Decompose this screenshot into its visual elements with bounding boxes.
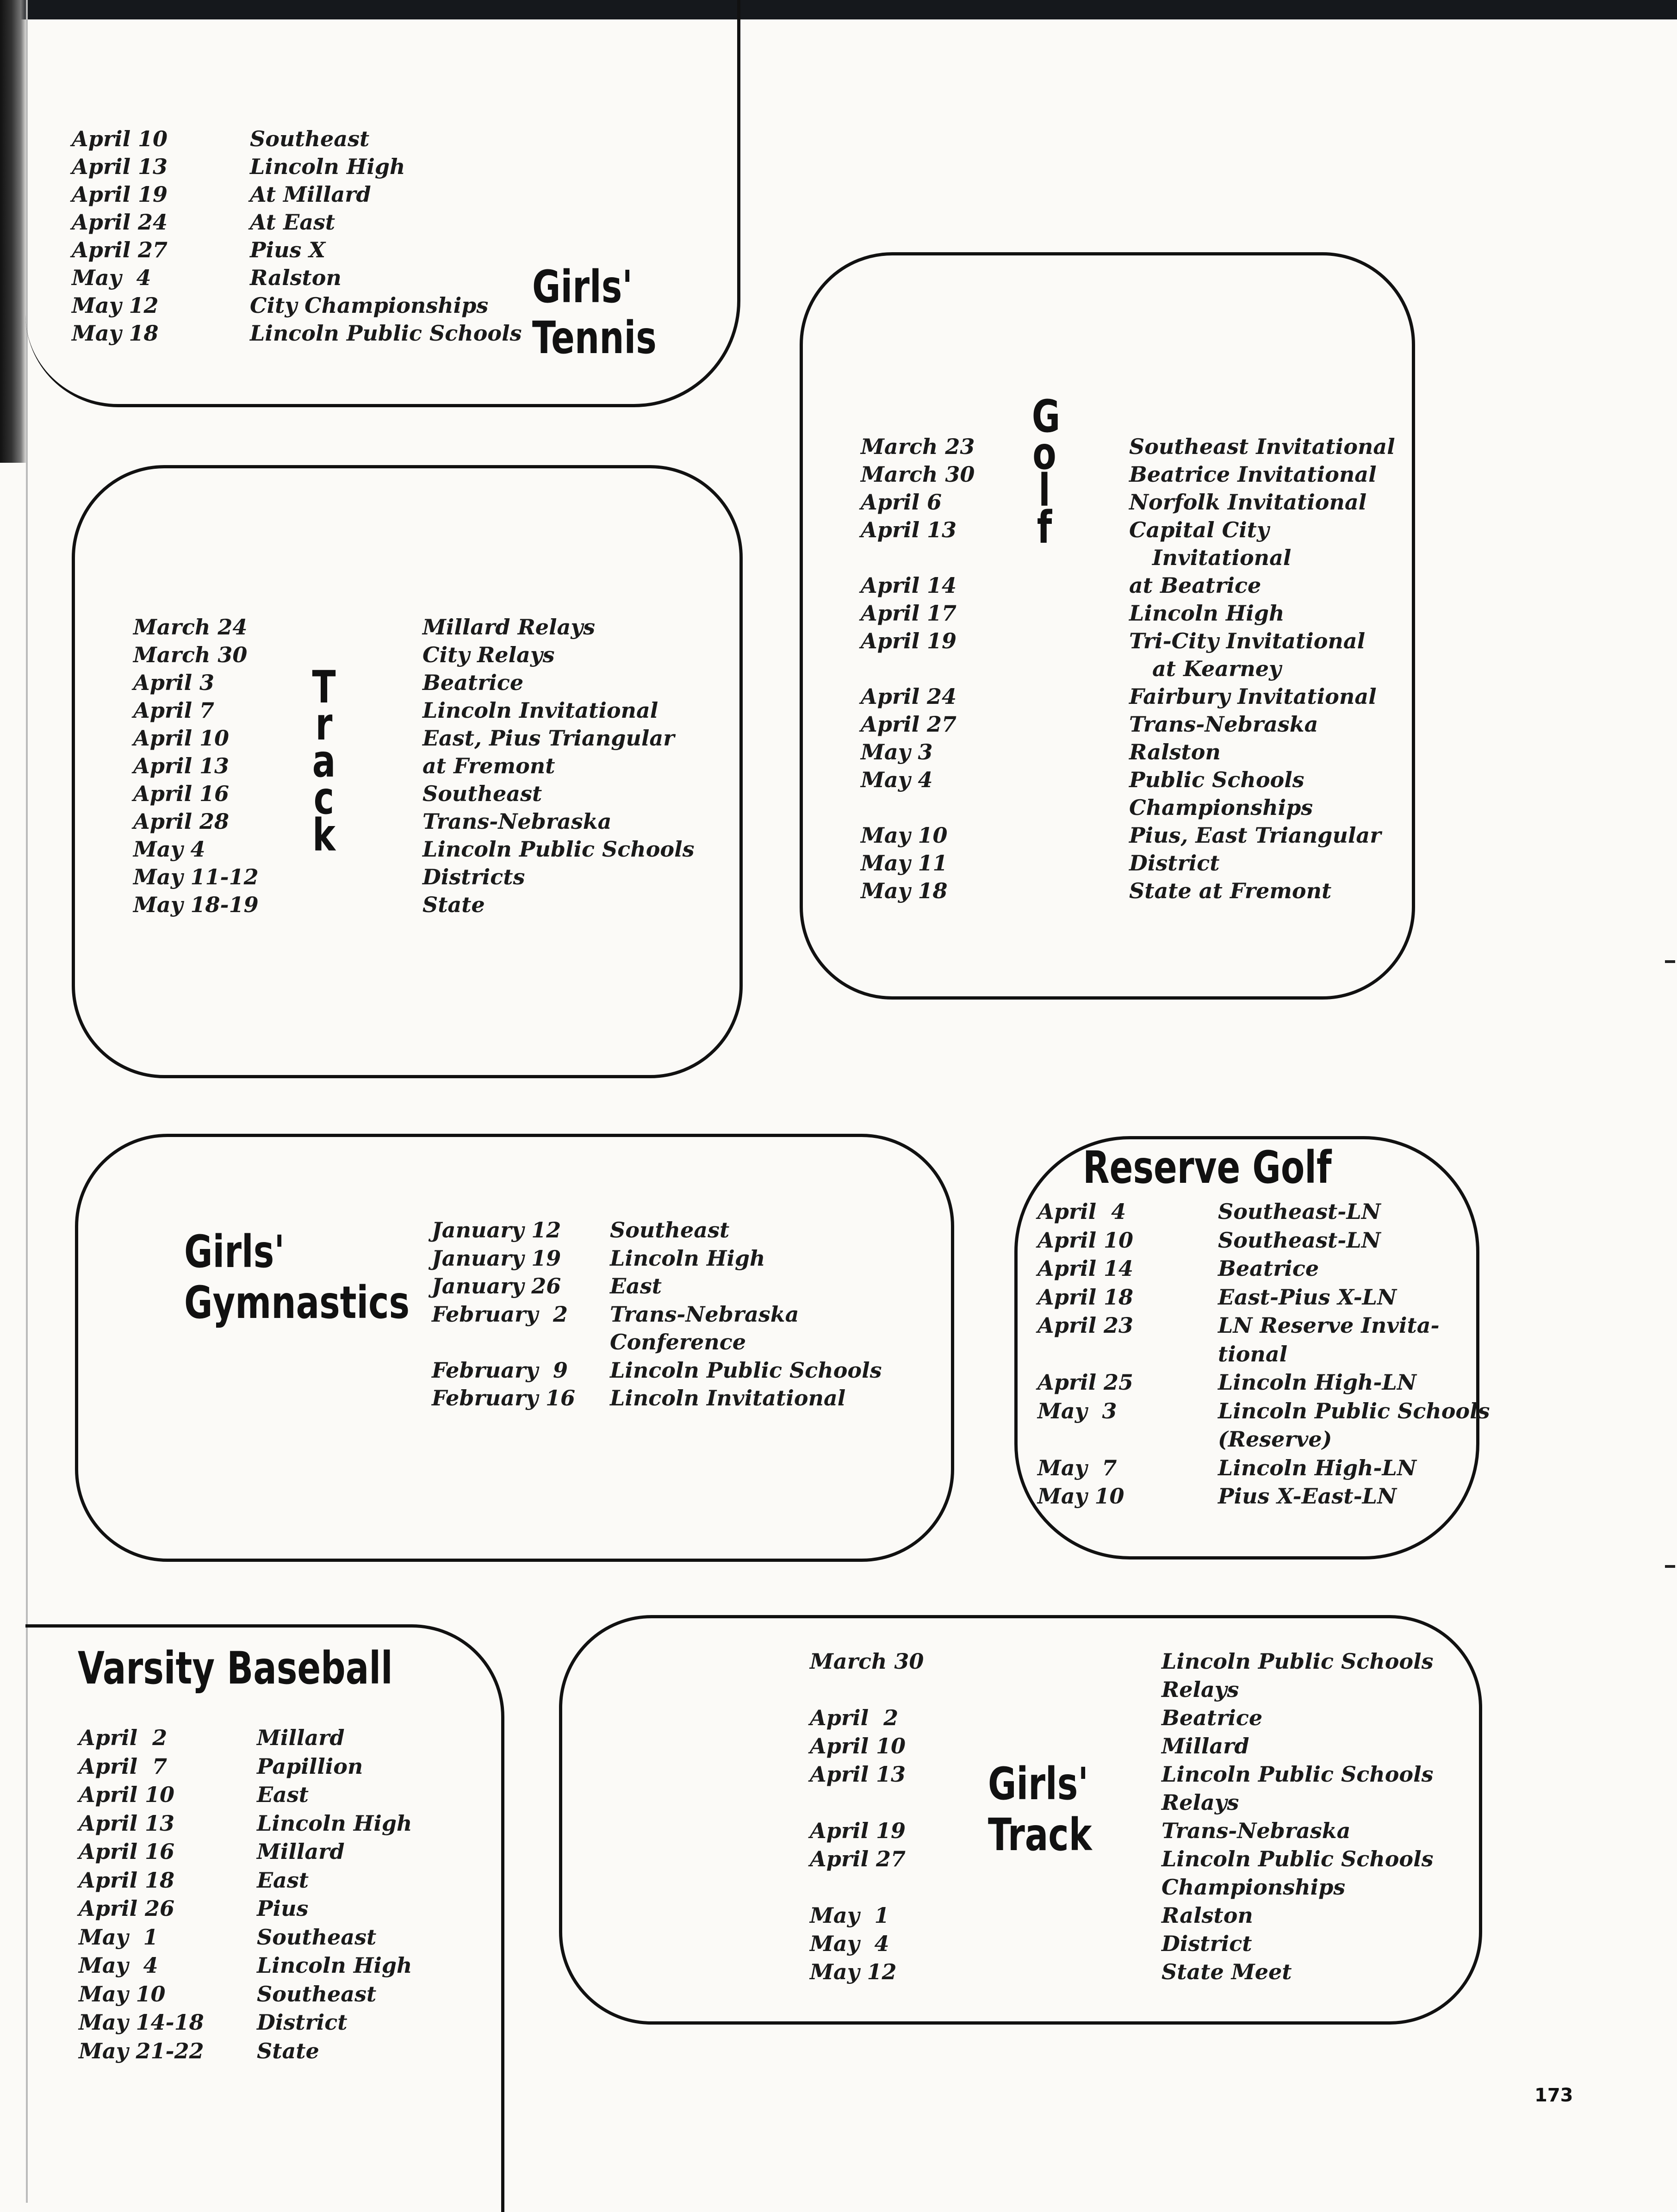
track-title: T r a c k [312,661,336,861]
schedule-date: January 26 [432,1274,561,1299]
schedule-event: District [257,2010,348,2035]
schedule-event: Lincoln Public Schools [422,837,695,862]
schedule-event: At Millard [250,182,371,207]
schedule-event: Millard [257,1839,345,1864]
schedule-date: April 7 [133,698,215,723]
schedule-event: Lincoln High [610,1245,765,1271]
schedule-date: May 18 [861,878,948,903]
schedule-event: Lincoln Public Schools [1218,1398,1490,1423]
schedule-date: April 13 [79,1810,175,1836]
schedule-event: tional [1218,1341,1288,1367]
schedule-event: Lincoln High [257,1953,412,1978]
schedule-event: Trans-Nebraska [610,1301,799,1327]
schedule-date: April 6 [861,490,942,515]
schedule-date: May 7 [1037,1455,1117,1480]
schedule-date: May 14-18 [79,2010,204,2035]
schedule-date: April 2 [79,1725,168,1750]
girls-gymnastics-title: Girls' Gymnastics [184,1226,410,1329]
schedule-date: April 18 [1037,1284,1134,1310]
schedule-event: Southeast-LN [1218,1199,1381,1224]
schedule-event: Lincoln High [250,154,405,179]
schedule-event: Beatrice [422,670,524,695]
schedule-date: March 30 [861,462,975,487]
schedule-date: April 26 [79,1896,175,1921]
schedule-date: April 28 [133,809,230,834]
varsity-baseball-title: Varsity Baseball [78,1642,393,1694]
schedule-date: February 2 [432,1301,568,1327]
schedule-date: May 12 [72,293,159,318]
schedule-event: Pius X-East-LN [1218,1484,1397,1509]
reserve-golf-title: Reserve Golf [1083,1142,1332,1193]
schedule-date: February 9 [432,1357,568,1383]
schedule-date: May 11 [861,851,948,876]
schedule-date: April 27 [861,712,957,737]
schedule-date: May 4 [133,837,205,862]
schedule-date: May 4 [72,265,151,290]
schedule-date: April 13 [72,154,168,179]
schedule-date: May 4 [861,767,933,792]
schedule-event: Southeast [257,1981,377,2007]
schedule-event: at Kearney [1152,656,1281,681]
schedule-date: April 24 [72,210,168,235]
schedule-event: Papillion [257,1753,363,1779]
schedule-date: April 19 [861,628,957,653]
schedule-event: Southeast [257,1924,377,1950]
schedule-event: At East [250,210,335,235]
schedule-event: Capital City [1129,517,1269,542]
schedule-event: Ralston [1161,1903,1253,1928]
schedule-date: April 19 [72,182,168,207]
schedule-date: April 3 [133,670,215,695]
schedule-date: May 3 [861,739,933,764]
schedule-event: East [257,1867,309,1893]
schedule-event: State [422,892,485,917]
schedule-date: April 14 [861,573,957,598]
schedule-date: April 27 [72,237,168,262]
schedule-event: Lincoln High [1129,601,1285,626]
schedule-date: May 12 [810,1959,897,1984]
schedule-event: Beatrice [1161,1705,1263,1730]
schedule-event: Lincoln Public Schools [1161,1762,1434,1787]
schedule-event: Championships [1161,1875,1346,1900]
golf-title: G o l f [1031,391,1061,553]
schedule-event: Southeast-LN [1218,1227,1381,1253]
schedule-event: Lincoln High-LN [1218,1370,1416,1395]
schedule-date: April 10 [133,726,230,751]
schedule-date: March 30 [133,642,248,667]
schedule-event: East, Pius Triangular [422,726,675,751]
girls-tennis-title: Girls' Tennis [532,261,657,364]
schedule-date: May 10 [861,823,948,848]
girls-track-title: Girls' Track [988,1758,1092,1861]
schedule-event: East-Pius X-LN [1218,1284,1397,1310]
schedule-date: May 18 [72,321,159,346]
schedule-event: Ralston [1129,739,1221,764]
schedule-date: April 10 [810,1734,906,1758]
schedule-event: at Fremont [422,753,555,778]
schedule-event: Southeast [250,126,370,151]
schedule-date: May 1 [810,1903,889,1928]
schedule-date: May 10 [1037,1484,1124,1509]
schedule-date: April 23 [1037,1313,1134,1338]
schedule-date: April 13 [810,1762,906,1787]
page-number: 173 [1534,2085,1573,2106]
schedule-event: Lincoln Public Schools [250,321,522,346]
schedule-event: City Relays [422,642,555,667]
schedule-event: Pius, East Triangular [1129,823,1381,848]
schedule-event: State at Fremont [1129,878,1332,903]
schedule-date: May 18-19 [133,892,259,917]
schedule-date: January 12 [432,1218,561,1243]
schedule-date: May 1 [79,1924,158,1950]
schedule-date: May 10 [79,1981,166,2007]
schedule-date: April 4 [1037,1199,1126,1224]
schedule-event: State Meet [1161,1959,1292,1984]
margin-mark [1665,1565,1675,1568]
schedule-date: April 2 [810,1705,899,1730]
schedule-event: Beatrice Invitational [1129,462,1377,487]
schedule-event: Lincoln High [257,1810,412,1836]
schedule-date: April 18 [79,1867,175,1893]
schedule-event: District [1161,1931,1252,1956]
schedule-date: March 23 [861,434,975,459]
schedule-event: East [610,1274,662,1299]
schedule-event: Pius X [250,237,326,262]
schedule-date: February 16 [432,1386,576,1410]
schedule-event: Ralston [250,265,342,290]
schedule-date: April 14 [1037,1256,1134,1281]
schedule-date: May 4 [810,1931,889,1956]
schedule-date: April 17 [861,601,957,626]
schedule-date: April 10 [1037,1227,1134,1253]
schedule-date: April 13 [861,517,957,542]
schedule-event: Southeast Invitational [1129,434,1395,459]
schedule-date: April 16 [133,781,230,806]
schedule-event: Lincoln Public Schools [1161,1649,1434,1674]
schedule-event: Norfolk Invitational [1129,490,1367,515]
schedule-event: Lincoln Public Schools [610,1357,882,1383]
schedule-event: Pius [257,1896,309,1921]
schedule-date: May 21-22 [79,2038,204,2063]
schedule-event: Championships [1129,795,1313,820]
schedule-event: Lincoln Invitational [610,1386,846,1410]
margin-mark [1665,960,1675,963]
schedule-date: April 16 [79,1839,175,1864]
schedule-event: Millard [257,1725,345,1750]
schedule-date: March 30 [810,1649,924,1674]
schedule-event: Relays [1161,1790,1239,1815]
schedule-event: Trans-Nebraska [422,809,612,834]
schedule-date: April 25 [1037,1370,1134,1395]
schedule-date: April 7 [79,1753,168,1779]
schedule-event: Invitational [1152,545,1292,570]
schedule-date: April 24 [861,684,957,709]
schedule-event: Fairbury Invitational [1129,684,1377,709]
schedule-event: LN Reserve Invita- [1218,1313,1440,1338]
schedule-event: Southeast [610,1218,730,1243]
schedule-date: April 27 [810,1846,906,1871]
schedule-date: April 19 [810,1818,906,1843]
schedule-event: Trans-Nebraska [1161,1818,1351,1843]
schedule-date: April 10 [72,126,168,151]
schedule-event: (Reserve) [1218,1427,1332,1452]
schedule-date: May 3 [1037,1398,1117,1423]
schedule-event: Conference [610,1330,746,1355]
schedule-event: District [1129,851,1220,876]
schedule-event: Tri-City Invitational [1129,628,1366,653]
schedule-event: Relays [1161,1677,1239,1702]
schedule-event: City Championships [250,293,489,318]
schedule-event: Lincoln High-LN [1218,1455,1416,1480]
schedule-date: May 4 [79,1953,158,1978]
schedule-event: State [257,2038,319,2063]
schedule-event: Millard Relays [422,615,595,640]
schedule-event: Millard [1161,1734,1249,1758]
schedule-event: Southeast [422,781,542,806]
schedule-event: Lincoln Public Schools [1161,1846,1434,1871]
schedule-event: Public Schools [1129,767,1304,792]
schedule-event: at Beatrice [1129,573,1261,598]
schedule-event: Districts [422,864,525,889]
schedule-date: January 19 [432,1245,561,1271]
girls-gymnastics-box [75,1134,954,1562]
page-left-shadow [0,0,28,463]
schedule-date: April 10 [79,1782,175,1807]
schedule-event: Lincoln Invitational [422,698,658,723]
schedule-date: April 13 [133,753,230,778]
schedule-event: Beatrice [1218,1256,1319,1281]
schedule-date: March 24 [133,615,248,640]
schedule-date: May 11-12 [133,864,259,889]
schedule-event: East [257,1782,309,1807]
schedule-event: Trans-Nebraska [1129,712,1318,737]
